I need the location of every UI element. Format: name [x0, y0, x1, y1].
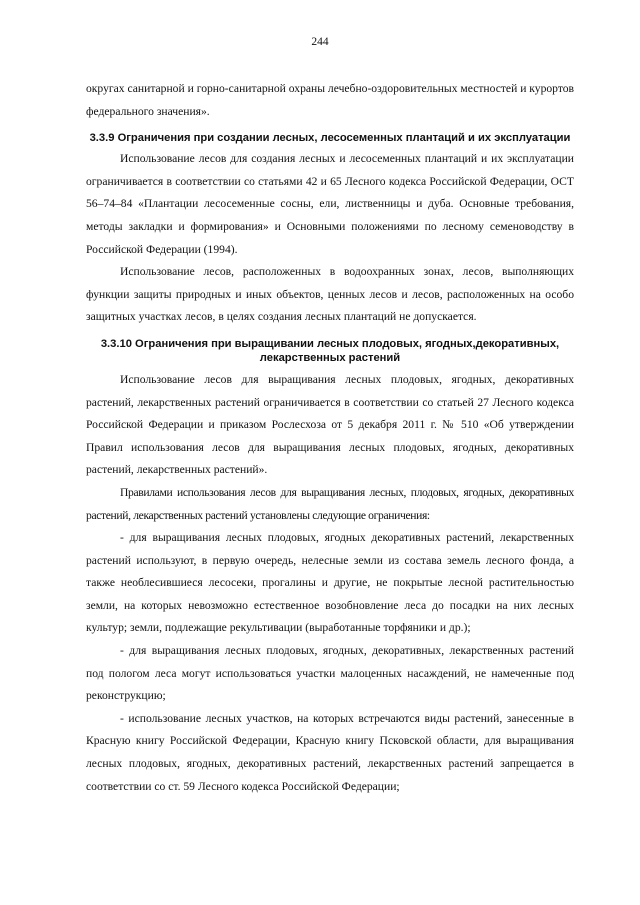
- page-number: 244: [311, 36, 329, 48]
- list-item: - для выращивания лесных плодовых, ягодных декоративных растений, лекарственных растений используют, в первую очередь, нелесные земли из состава земель лесного фонда, а также необлесившиеся лесосеки, прогалины и другие, не покрытые лесной растительностью земли, на которых невозможно естественное возобновление леса до посадки на них лесных культур; земли, подлежащие рекультивации (выработанные торфяники и др.);: [86, 531, 574, 635]
- page-content: [86, 78, 574, 798]
- paragraph: Правилами использования лесов для выращивания лесных, плодовых, ягодных, декоративных растений, лекарственных растений установлены следующие ограничения:: [86, 485, 574, 522]
- list-item: - использование лесных участков, на которых встречаются виды растений, занесенные в Красную книгу Российской Федерации, Красную книгу Псковской области, для выращивания лесных плодовых, ягодных, декоративных растений, лекарственных растений запрещается в соответствии со ст. 59 Лесного кодекса Российской Федерации;: [86, 711, 574, 793]
- section-heading-3-3-9: 3.3.9 Ограничения при создании лесных, лесосеменных плантаций и их эксплуатации: [89, 132, 571, 145]
- list-item: - для выращивания лесных плодовых, ягодных, декоративных, лекарственных растений под пологом леса могут использоваться участки малоценных насаждений, не намеченные под реконструкцию;: [86, 644, 574, 703]
- section-heading-3-3-10: [86, 337, 574, 365]
- paragraph: Использование лесов для выращивания лесных плодовых, ягодных, декоративных растений, лекарственных растений ограничивается в соответствии со статьей 27 Лесного кодекса Российской Федерации и приказом Рослесхоза от 5 декабря 2011 г. № 510 «Об утверждении Правил использования лесов для выращивания лесных плодовых, ягодных, декоративных растений, лекарственных растений».: [86, 372, 574, 477]
- paragraph: Использование лесов для создания лесных и лесосеменных плантаций и их эксплуатации ограничивается в соответствии со статьями 42 и 65 Лесного кодекса Российской Федерации, ОСТ 56–74–84 «Плантации лесосеменные сосны, ели, лиственницы и дуба. Основные требования, методы закладки и формирования» и Основными положениями по лесному семеноводству в Российской Федерации (1994).: [86, 152, 574, 256]
- heading-line: 3.3.10 Ограничения при выращивании лесных плодовых, ягодных,декоративных,: [100, 337, 560, 350]
- continuation-paragraph: округах санитарной и горно-санитарной охраны лечебно-оздоровительных местностей и курортов федерального значения».: [86, 82, 574, 118]
- paragraph: Использование лесов, расположенных в водоохранных зонах, лесов, выполняющих функции защиты природных и иных объектов, ценных лесов и лесов, расположенных на особо защитных участках лесов, в целях создания лесных плантаций не допускается.: [86, 265, 574, 324]
- heading-line: лекарственных растений: [259, 351, 401, 364]
